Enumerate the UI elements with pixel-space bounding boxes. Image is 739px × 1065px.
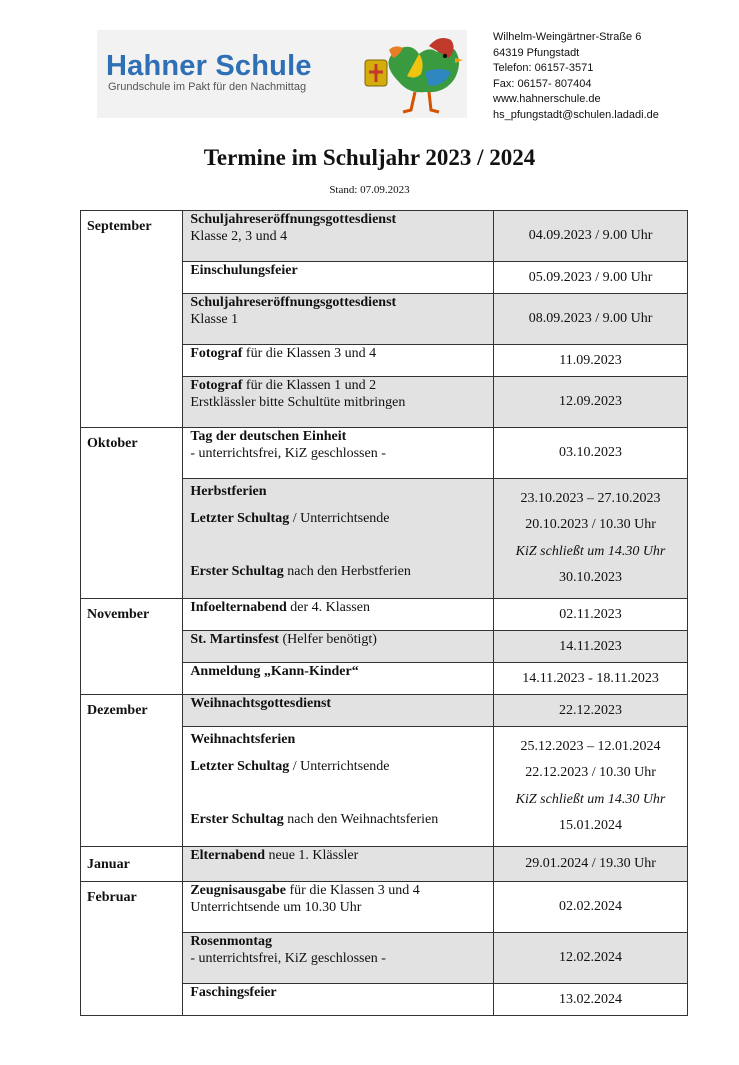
address-city: 64319 Pfungstadt [493, 46, 580, 59]
date-cell: 14.11.2023 - 18.11.2023 [494, 663, 688, 695]
date-cell: 12.02.2024 [494, 933, 688, 984]
date-cell: 14.11.2023 [494, 631, 688, 663]
event-detail: - unterrichtsfrei, KiZ geschlossen - [190, 446, 386, 461]
event-title: Einschulungsfeier [190, 263, 298, 278]
address-phone: Telefon: 06157-3571 [493, 62, 594, 75]
address-website[interactable]: www.hahnerschule.de [493, 93, 601, 106]
date-note: KiZ schließt um 14.30 Uhr [515, 543, 666, 559]
event-cell [183, 262, 494, 294]
logo-name: Hahner Schule [106, 50, 312, 82]
event-title-rest: (Helfer benötigt) [278, 632, 377, 647]
address-fax: Fax: 06157- 807404 [493, 77, 592, 90]
date-note: KiZ schließt um 14.30 Uhr [515, 791, 666, 807]
event-cell [183, 294, 494, 345]
event-title-rest: / Unterrichtsende [289, 510, 390, 526]
event-title: Infoelternabend [190, 600, 287, 615]
event-detail: Klasse 2, 3 und 4 [190, 229, 288, 244]
address-email[interactable]: hs_pfungstadt@schulen.ladadi.de [493, 108, 659, 121]
event-title: St. Martinsfest [190, 632, 279, 647]
table-row [81, 599, 688, 631]
event-title: Tag der deutschen Einheit [190, 429, 347, 444]
event-cell [183, 882, 494, 933]
event-cell [183, 599, 494, 631]
month-september: September [81, 211, 183, 428]
event-cell [183, 727, 494, 847]
stand-date: Stand: 07.09.2023 [329, 184, 410, 196]
date-cell: 11.09.2023 [494, 345, 688, 377]
school-address [493, 30, 659, 124]
event-title: Letzter Schultag [190, 510, 290, 526]
event-cell [183, 377, 494, 428]
date-line: 20.10.2023 / 10.30 Uhr [525, 517, 656, 532]
date-cell: 03.10.2023 [494, 428, 688, 479]
date-cell: 29.01.2024 / 19.30 Uhr [494, 847, 688, 882]
table-row [81, 211, 688, 262]
event-cell [183, 933, 494, 984]
event-cell [183, 479, 494, 599]
event-cell [183, 345, 494, 377]
event-title-rest: nach den Herbstferien [283, 563, 411, 579]
event-title: Erster Schultag [190, 563, 284, 579]
event-title: Letzter Schultag [190, 758, 290, 774]
schedule-table [80, 210, 688, 1016]
date-line: 22.12.2023 / 10.30 Uhr [525, 765, 656, 780]
event-cell [183, 663, 494, 695]
event-title: Anmeldung „Kann-Kinder“ [190, 664, 359, 679]
date-cell: 13.02.2024 [494, 984, 688, 1016]
event-title: Weihnachtsgottesdienst [190, 696, 332, 711]
date-cell [494, 479, 688, 599]
event-detail: - unterrichtsfrei, KiZ geschlossen - [190, 951, 386, 966]
date-cell: 22.12.2023 [494, 695, 688, 727]
date-cell: 05.09.2023 / 9.00 Uhr [494, 262, 688, 294]
date-cell: 04.09.2023 / 9.00 Uhr [494, 211, 688, 262]
event-detail: Erstklässler bitte Schultüte mitbringen [190, 395, 406, 410]
event-cell [183, 695, 494, 727]
event-detail: Unterrichtsende um 10.30 Uhr [190, 900, 362, 915]
event-title-rest: der 4. Klassen [286, 600, 370, 615]
date-line: 23.10.2023 – 27.10.2023 [520, 490, 661, 506]
event-title-rest: neue 1. Klässler [265, 848, 359, 863]
event-cell [183, 428, 494, 479]
month-dezember: Dezember [81, 695, 183, 847]
date-cell: 12.09.2023 [494, 377, 688, 428]
event-title: Weihnachtsferien [190, 732, 296, 747]
event-title: Schuljahreseröffnungsgottesdienst [190, 212, 397, 227]
event-title: Herbstferien [190, 484, 267, 499]
table-row [81, 695, 688, 727]
rooster-icon [359, 32, 467, 116]
event-cell [183, 847, 494, 882]
table-row [81, 882, 688, 933]
event-title: Erster Schultag [190, 811, 284, 827]
date-line: 15.01.2024 [559, 818, 623, 833]
event-cell [183, 631, 494, 663]
event-title-rest: für die Klassen 3 und 4 [286, 883, 420, 898]
event-title: Rosenmontag [190, 934, 272, 949]
logo-subtitle: Grundschule im Pakt für den Nachmittag [108, 81, 307, 93]
event-title-rest: für die Klassen 1 und 2 [242, 378, 377, 393]
event-title-rest: nach den Weihnachtsferien [283, 811, 439, 827]
event-title: Faschingsfeier [190, 985, 277, 1000]
date-line: 25.12.2023 – 12.01.2024 [520, 738, 661, 754]
event-cell [183, 984, 494, 1016]
event-cell [183, 211, 494, 262]
month-februar: Februar [81, 882, 183, 1016]
event-detail: Klasse 1 [190, 312, 239, 327]
address-street: Wilhelm-Weingärtner-Straße 6 [493, 31, 642, 43]
month-oktober: Oktober [81, 428, 183, 599]
date-cell: 02.11.2023 [494, 599, 688, 631]
event-title-rest: / Unterrichtsende [289, 758, 390, 774]
date-cell: 08.09.2023 / 9.00 Uhr [494, 294, 688, 345]
event-title: Fotograf [190, 378, 243, 393]
event-title: Zeugnisausgabe [190, 883, 287, 898]
date-line: 30.10.2023 [559, 570, 623, 585]
date-cell [494, 727, 688, 847]
month-januar: Januar [81, 847, 183, 882]
event-title: Fotograf [190, 346, 243, 361]
school-logo [97, 30, 467, 118]
month-november: November [81, 599, 183, 695]
page-title: Termine im Schuljahr 2023 / 2024 [203, 145, 536, 170]
date-cell: 02.02.2024 [494, 882, 688, 933]
event-title-rest: für die Klassen 3 und 4 [242, 346, 377, 361]
event-title: Schuljahreseröffnungsgottesdienst [190, 295, 397, 310]
table-row [81, 847, 688, 882]
event-title: Elternabend [190, 848, 265, 863]
table-row [81, 428, 688, 479]
